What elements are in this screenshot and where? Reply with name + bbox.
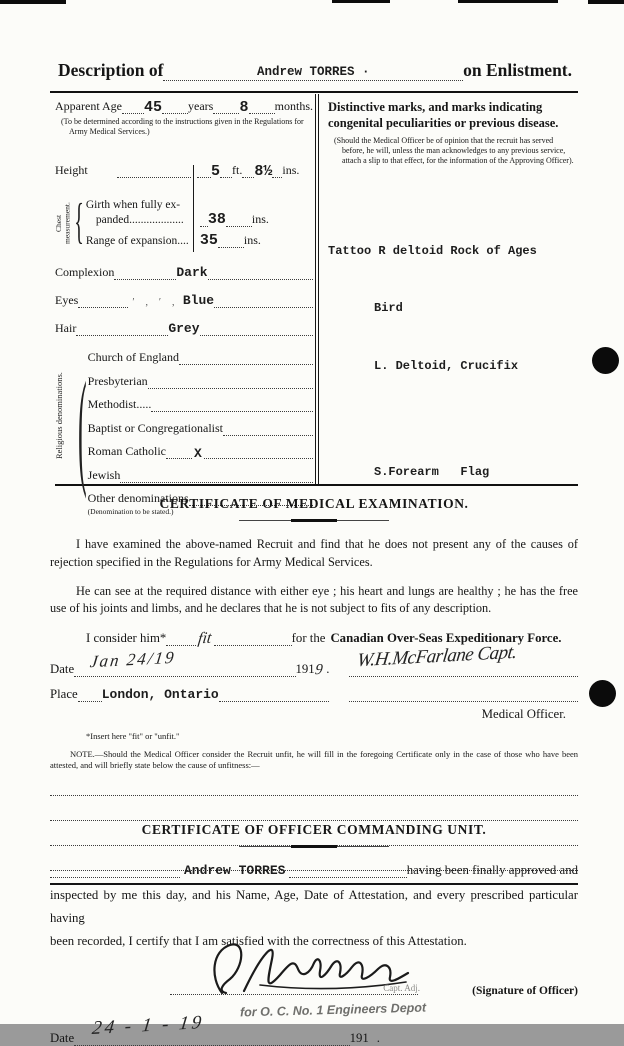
- ft-label: ft.: [232, 163, 243, 177]
- complexion-value: Dark: [176, 265, 208, 280]
- religion-row: [88, 374, 313, 389]
- officer-signature-block: [50, 953, 578, 1020]
- dotted-leader: [117, 167, 191, 178]
- date-signature-row: [50, 642, 578, 679]
- height-inches-value: 8½: [254, 162, 273, 180]
- dotted-leader: [213, 103, 239, 114]
- religion-brace: (: [78, 356, 87, 502]
- apparent-age-label: Apparent Age: [55, 99, 122, 113]
- officer-date-row: [50, 1012, 380, 1046]
- dotted-leader: [148, 377, 313, 388]
- medical-paragraph-2: He can see at the required distance with either eye ; his heart and lungs are healthy ; he has the free use of his joints and limbs, and he declares that he is not subject to fits of any description.: [50, 583, 578, 616]
- religion-row: [88, 350, 313, 365]
- title-ornament: [239, 845, 389, 849]
- expansion-row: [86, 233, 313, 248]
- religion-side-label: Religious denominations.: [54, 372, 64, 460]
- title-ornament: [239, 519, 389, 523]
- religion-jewish: Jewish: [87, 467, 121, 482]
- header-title-suffix: on Enlistment.: [463, 60, 572, 80]
- fit-unfit-footnote: *Insert here "fit" or "unfit.": [86, 731, 180, 742]
- scan-smudge: [458, 0, 558, 3]
- dotted-leader: [289, 866, 406, 878]
- medical-date-handwritten: Jan 24/19: [88, 647, 177, 672]
- description-right-column: [319, 94, 578, 484]
- religion-row: [88, 468, 313, 483]
- dotted-leader: [114, 269, 176, 280]
- dotted-leader: [162, 103, 188, 114]
- officer-line3: been recorded, I certify that I am satisfied with the correctness of this Attestation.: [50, 934, 467, 949]
- scan-smudge: [588, 0, 624, 4]
- dotted-leader: [197, 167, 211, 178]
- apparent-age-row: [55, 99, 313, 114]
- expansion-unit: ins.: [243, 232, 261, 247]
- unit-stamp: for O. C. No. 1 Engineers Depot: [239, 1000, 427, 1020]
- girth-row: [86, 198, 313, 227]
- dotted-leader: [226, 216, 252, 227]
- dotted-leader: [200, 325, 313, 336]
- officer-recruit-name-typed: Andrew TORRES: [184, 863, 286, 878]
- religion-baptist: Baptist or Congregationalist: [87, 420, 223, 435]
- religion-church-of-england: Church of England: [87, 350, 179, 364]
- marks-entry-4: S.Forearm Flag: [374, 464, 490, 479]
- marks-entry-1: Tattoo R deltoid Rock of Ages: [328, 243, 537, 258]
- hair-row: [55, 321, 313, 336]
- place-field: [50, 687, 329, 702]
- dotted-leader: [166, 448, 192, 459]
- eyes-label: Eyes: [55, 293, 79, 307]
- apparent-age-months-value: 8: [239, 98, 249, 116]
- measurement-block: [55, 163, 313, 252]
- medical-officer-caption: Medical Officer.: [481, 707, 566, 722]
- medical-date-field: [50, 647, 330, 679]
- dotted-leader: [200, 216, 208, 227]
- dotted-leader: [50, 866, 180, 878]
- spacer: [328, 415, 576, 425]
- hair-value: Grey: [168, 321, 200, 336]
- medical-year-handwritten: 9: [313, 662, 324, 679]
- apparent-age-note: (To be determined according to the instructions given in the Regulations for Army Medical Services.): [61, 117, 304, 136]
- years-label: years: [188, 99, 214, 113]
- religion-other-note: (Denomination to be stated.): [87, 507, 174, 516]
- dotted-leader: [242, 167, 254, 178]
- scan-smudge: [0, 0, 66, 4]
- place-typed-value: London, Ontario: [101, 687, 219, 703]
- medical-date-label: Date: [50, 662, 75, 677]
- expansion-value: 35: [199, 232, 218, 250]
- girth-value: 38: [207, 211, 226, 229]
- pen-scribble: ′ ‚ ′ ‚: [132, 297, 179, 308]
- dotted-leader: [223, 424, 313, 435]
- dotted-leader: [166, 634, 196, 646]
- place-row: [50, 687, 578, 702]
- height-feet-value: 5: [211, 162, 221, 180]
- dotted-leader: [349, 690, 578, 702]
- dotted-leader: [214, 297, 313, 308]
- distinctive-marks-note: (Should the Medical Officer be of opinion that the recruit has served before, he will, unless the man acknowledges to any previous service, attach a slip to that effect, for the information of the Approving Officer).: [334, 135, 574, 165]
- dotted-leader: [214, 634, 292, 646]
- religion-roman-catholic: Roman Catholic: [87, 444, 166, 458]
- unfitness-note: NOTE.—Should the Medical Officer consider the Recruit unfit, he will fill in the foregoing Certificate only in the case of those who have been attested, and will briefly state below the cause of unfitness:—: [50, 749, 578, 771]
- officer-certificate-title: CERTIFICATE OF OFFICER COMMANDING UNIT.: [141, 822, 487, 837]
- months-label: months.: [274, 99, 313, 113]
- dotted-leader: [78, 690, 102, 702]
- chest-measurement-group: [55, 194, 313, 252]
- eyes-row: [55, 293, 313, 308]
- officer-certificate-section: [50, 822, 578, 1046]
- officer-line2: inspected by me this day, and his Name, Age, Date of Attestation, and every prescribed particular having: [50, 888, 578, 926]
- girth-label-line1: Girth when fully ex-: [85, 199, 181, 212]
- signature-underline: [329, 687, 578, 702]
- measurement-divider-line: [193, 165, 194, 252]
- eyes-value: Blue: [182, 293, 215, 308]
- dotted-leader: [272, 167, 282, 178]
- dotted-leader: [204, 448, 313, 459]
- recruit-name-field: [163, 65, 463, 81]
- dotted-leader: [78, 297, 128, 308]
- religion-row: [88, 397, 313, 412]
- blank-line: [50, 795, 578, 796]
- punch-hole: [589, 680, 616, 707]
- period: .: [326, 662, 330, 677]
- officer-name-line: [50, 863, 578, 878]
- religion-other: Other denominations: [87, 491, 189, 505]
- religion-group: [55, 346, 313, 516]
- girth-unit: ins.: [251, 211, 269, 226]
- expansion-label: Range of expansion....: [85, 234, 189, 247]
- place-label: Place: [50, 687, 78, 702]
- medical-officer-signature: W.H.McFarlane Capt.: [356, 642, 519, 672]
- consider-prefix: I consider him*: [86, 631, 167, 646]
- officer-line1-suffix: having been finally approved and: [406, 863, 578, 877]
- religion-row: [88, 421, 313, 436]
- scan-smudge: [332, 0, 390, 3]
- consider-suffix: for the: [291, 631, 326, 646]
- complexion-row: [55, 265, 313, 280]
- marks-entry-3: L. Deltoid, Crucifix: [374, 359, 519, 373]
- height-label: Height: [55, 163, 88, 177]
- dotted-leader: [120, 471, 313, 482]
- roman-catholic-mark: X: [194, 445, 202, 461]
- complexion-label: Complexion: [55, 265, 115, 279]
- chest-rows: [86, 198, 313, 248]
- fitness-handwritten-value: fit: [197, 629, 213, 648]
- dotted-leader: [249, 103, 275, 114]
- religion-presbyterian: Presbyterian: [87, 373, 148, 388]
- force-name: Canadian Over-Seas Expeditionary Force.: [330, 631, 562, 646]
- dotted-leader: [151, 401, 313, 412]
- period: .: [376, 1031, 380, 1046]
- girth-label-line2: panded...................: [95, 213, 184, 226]
- religion-row: [88, 444, 313, 459]
- header-rule: [50, 91, 578, 93]
- ins-label: ins.: [282, 163, 300, 177]
- marks-entry-2: Bird: [374, 301, 403, 316]
- dotted-leader: [122, 103, 144, 114]
- form-header: [58, 60, 572, 81]
- hair-label: Hair: [55, 321, 77, 335]
- religion-rows: [88, 346, 313, 516]
- height-row: [55, 163, 313, 178]
- apparent-age-years-value: 45: [143, 98, 162, 116]
- chest-brace: {: [74, 194, 84, 250]
- girth-label: [86, 198, 190, 227]
- dotted-leader: [220, 167, 232, 178]
- dotted-leader: [218, 237, 244, 248]
- distinctive-marks-heading: Distinctive marks, and marks indicating congenital peculiarities or previous disease.: [328, 100, 559, 131]
- medical-certificate-title: CERTIFICATE OF MEDICAL EXAMINATION.: [159, 496, 469, 511]
- dotted-leader: [179, 354, 313, 365]
- dotted-leader: [219, 690, 330, 702]
- officer-date-handwritten: 24 - 1 - 19: [90, 1012, 206, 1040]
- signature-of-officer-caption: (Signature of Officer): [472, 985, 578, 998]
- medical-signature-field: [329, 642, 578, 677]
- recruit-name-typed: Andrew TORRES ·: [257, 65, 370, 79]
- officer-date-label: Date: [50, 1031, 75, 1046]
- religion-methodist: Methodist.....: [87, 397, 152, 411]
- officer-year-printed: 191: [349, 1031, 369, 1046]
- faint-rank-stamp: Capt. Adj.: [383, 983, 420, 994]
- punch-hole: [592, 347, 619, 374]
- header-title-prefix: Description of: [58, 60, 164, 80]
- medical-year-printed: 191: [295, 662, 315, 677]
- dotted-leader: [76, 325, 168, 336]
- description-left-column: [54, 94, 313, 516]
- medical-paragraph-1: I have examined the above-named Recruit and find that he does not present any of the causes of rejection specified in the Regulations for Army Medical Services.: [50, 537, 578, 569]
- dotted-leader: [208, 269, 313, 280]
- chest-side-label: Chest measurement.: [54, 202, 72, 244]
- distinctive-marks-entries: [328, 204, 576, 521]
